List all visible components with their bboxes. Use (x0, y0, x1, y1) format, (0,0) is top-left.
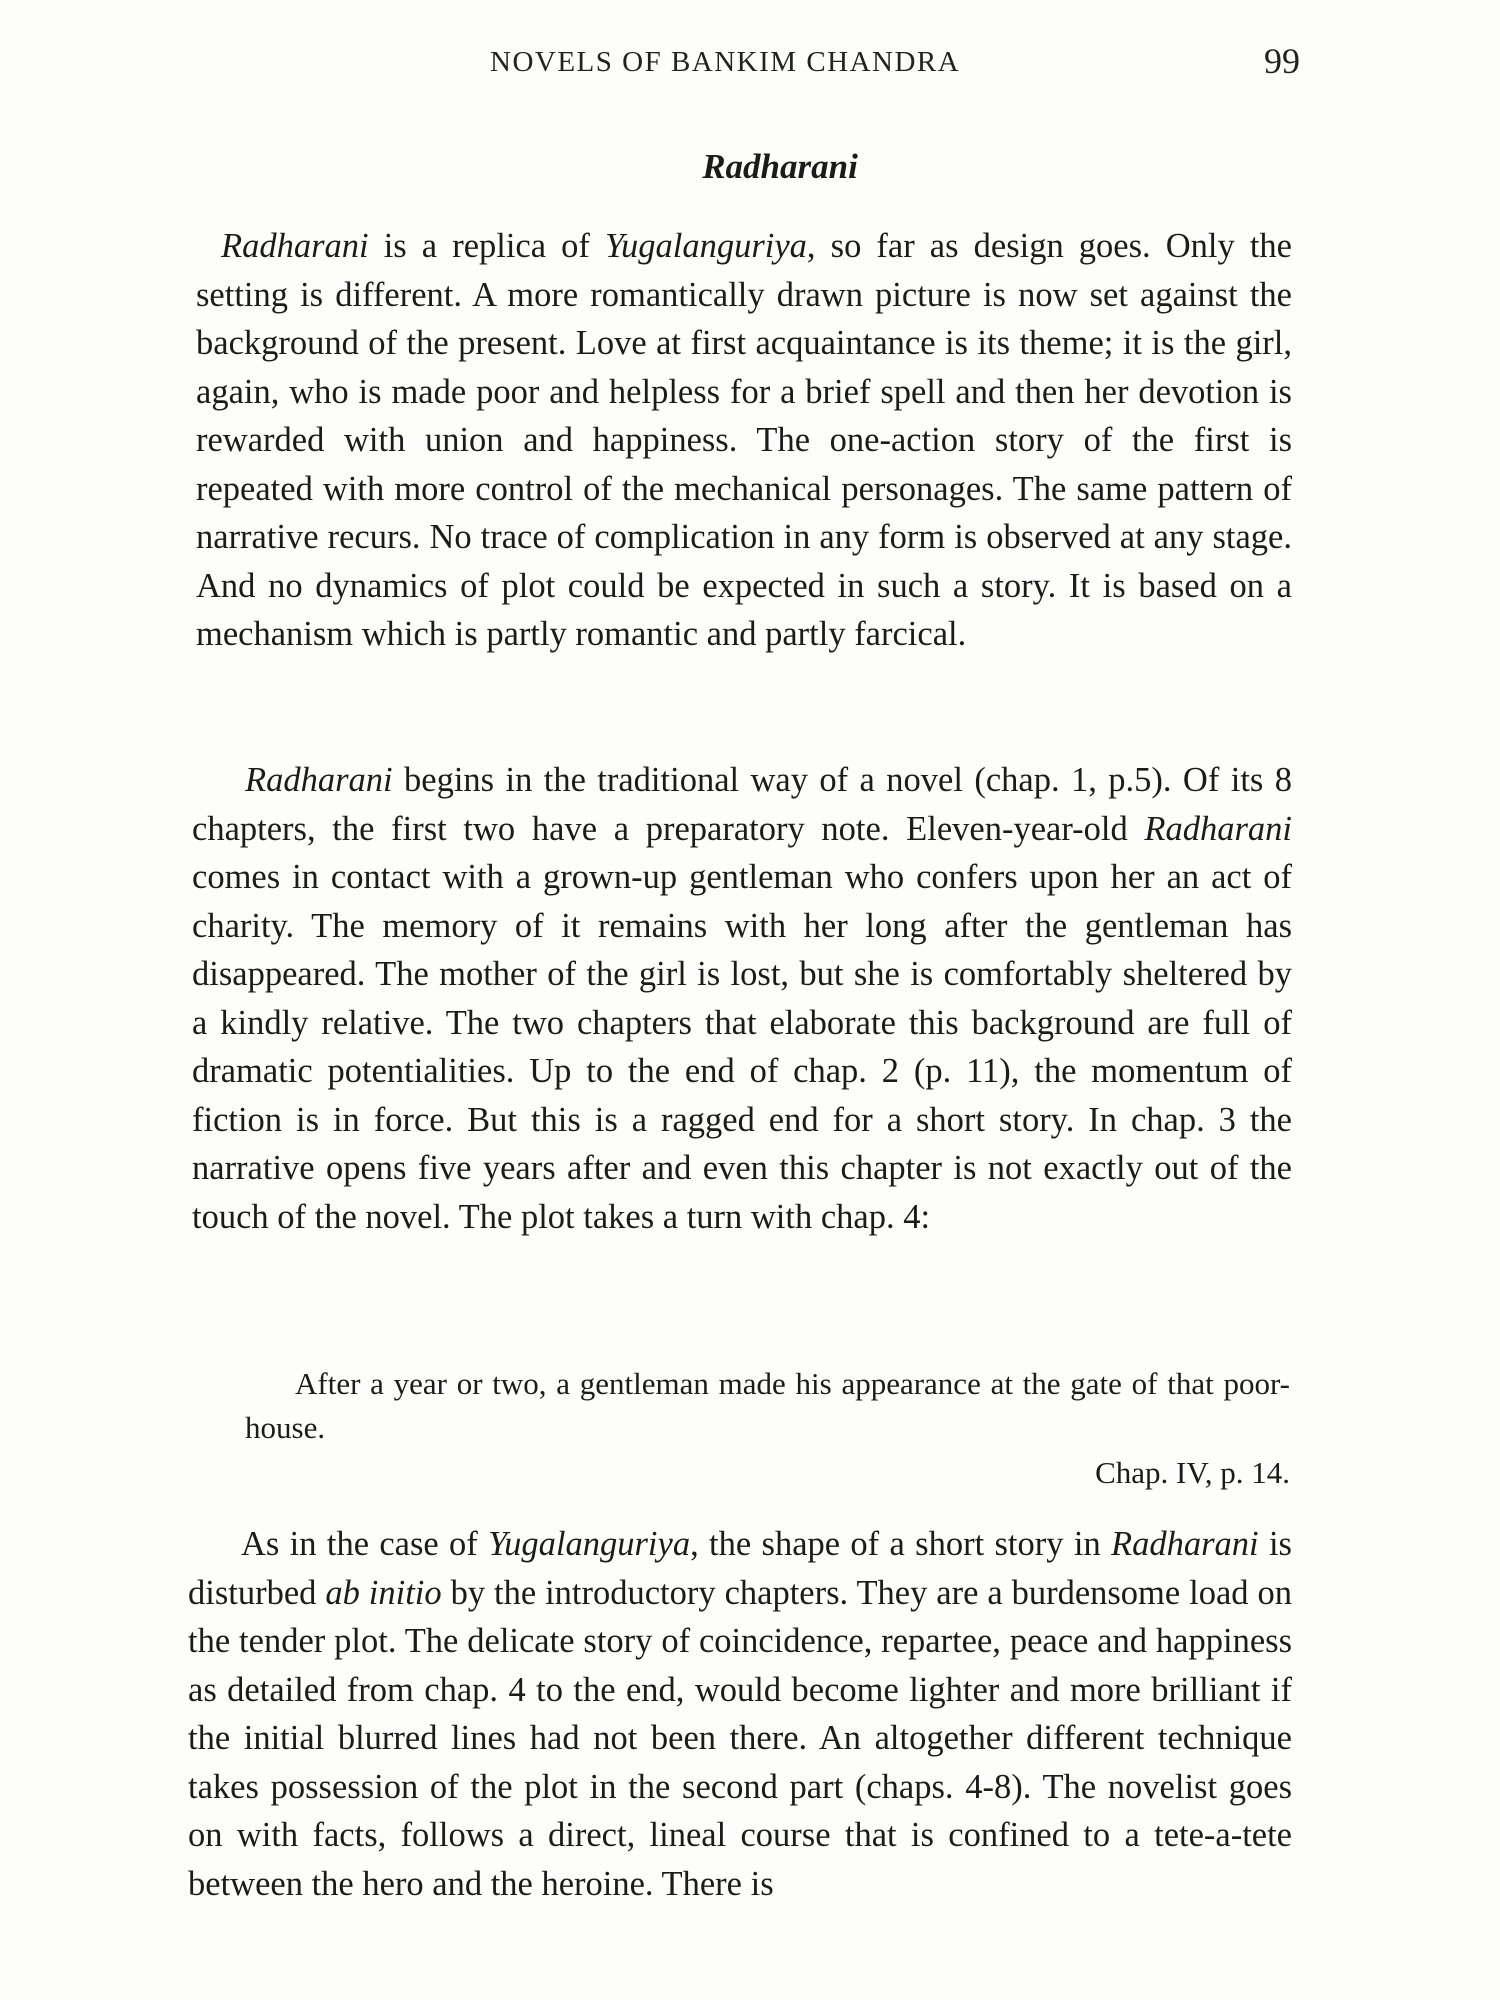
paragraph-text: , so far as design goes. Only the setting is different. A more romantically drawn picture is now set against the background of the present. Love at first acquaintance is its theme; it is the girl, again, who is made poor and helpless for a brief spell and then her devotion is rewarded with union and happiness. The one-action story of the first is repeated with more control of the mechanical personages. The same pattern of narrative recurs. No trace of complication in any form is observed at any stage. And no dynamics of plot could be expected in such a story. It is based on a mechanism which is partly romantic and partly farcical. (196, 227, 1292, 653)
quote-citation: Chap. IV, p. 14. (1095, 1455, 1290, 1490)
paragraph-text: by the introductory chapters. They are a burdensome load on the tender plot. The delicate story of coincidence, repartee, peace and happiness as detailed from chap. 4 to the end, would become lighter and more brilliant if the initial blurred lines had not been there. An altogether different technique takes possession of the plot in the second part (chaps. 4-8). The novelist goes on with facts, follows a direct, lineal course that is confined to a tete-a-tete between the hero and the heroine. There is (188, 1573, 1292, 1903)
paragraph-text: is disturbed (188, 1525, 1292, 1612)
paragraph-text: , the shape of a short story in (690, 1525, 1112, 1563)
paragraph-1 (196, 222, 1292, 659)
paragraph-text: As in the case of (241, 1525, 489, 1563)
section-title: Radharani (702, 147, 858, 186)
paragraph-text: is a replica of (368, 227, 605, 265)
italic-title: Radharani (245, 761, 393, 799)
running-head: NOVELS OF BANKIM CHANDRA (490, 46, 961, 78)
italic-title: Yugalanguriya (604, 227, 807, 265)
italic-title: Radharani (221, 227, 369, 265)
italic-title: Radharani (1111, 1525, 1259, 1563)
page-number: 99 (1264, 41, 1300, 81)
italic-title: Yugalanguriya (488, 1525, 691, 1563)
block-quote: After a year or two, a gentleman made his appearance at the gate of that poor-house. (245, 1366, 1290, 1445)
italic-phrase: ab initio (325, 1573, 442, 1612)
paragraph-3 (188, 1520, 1292, 1908)
paragraph-2 (192, 756, 1292, 1241)
italic-title: Radharani (1144, 809, 1292, 848)
paragraph-text: comes in contact with a grown-up gentleman who confers upon her an act of charity. The memory of it remains with her long after the gentleman has disappeared. The mother of the girl is lost, but she is comfortably sheltered by a kindly relative. The two chapters that elaborate this background are full of dramatic potentialities. Up to the end of chap. 2 (p. 11), the momentum of fiction is in force. But this is a ragged end for a short story. In chap. 3 the narrative opens five years after and even this chapter is not exactly out of the touch of the novel. The plot takes a turn with chap. 4: (192, 858, 1292, 1236)
paragraph-text: begins in the traditional way of a novel (chap. 1, p.5). Of its 8 chapters, the first two have a preparatory note. Eleven-year-old (192, 761, 1292, 848)
